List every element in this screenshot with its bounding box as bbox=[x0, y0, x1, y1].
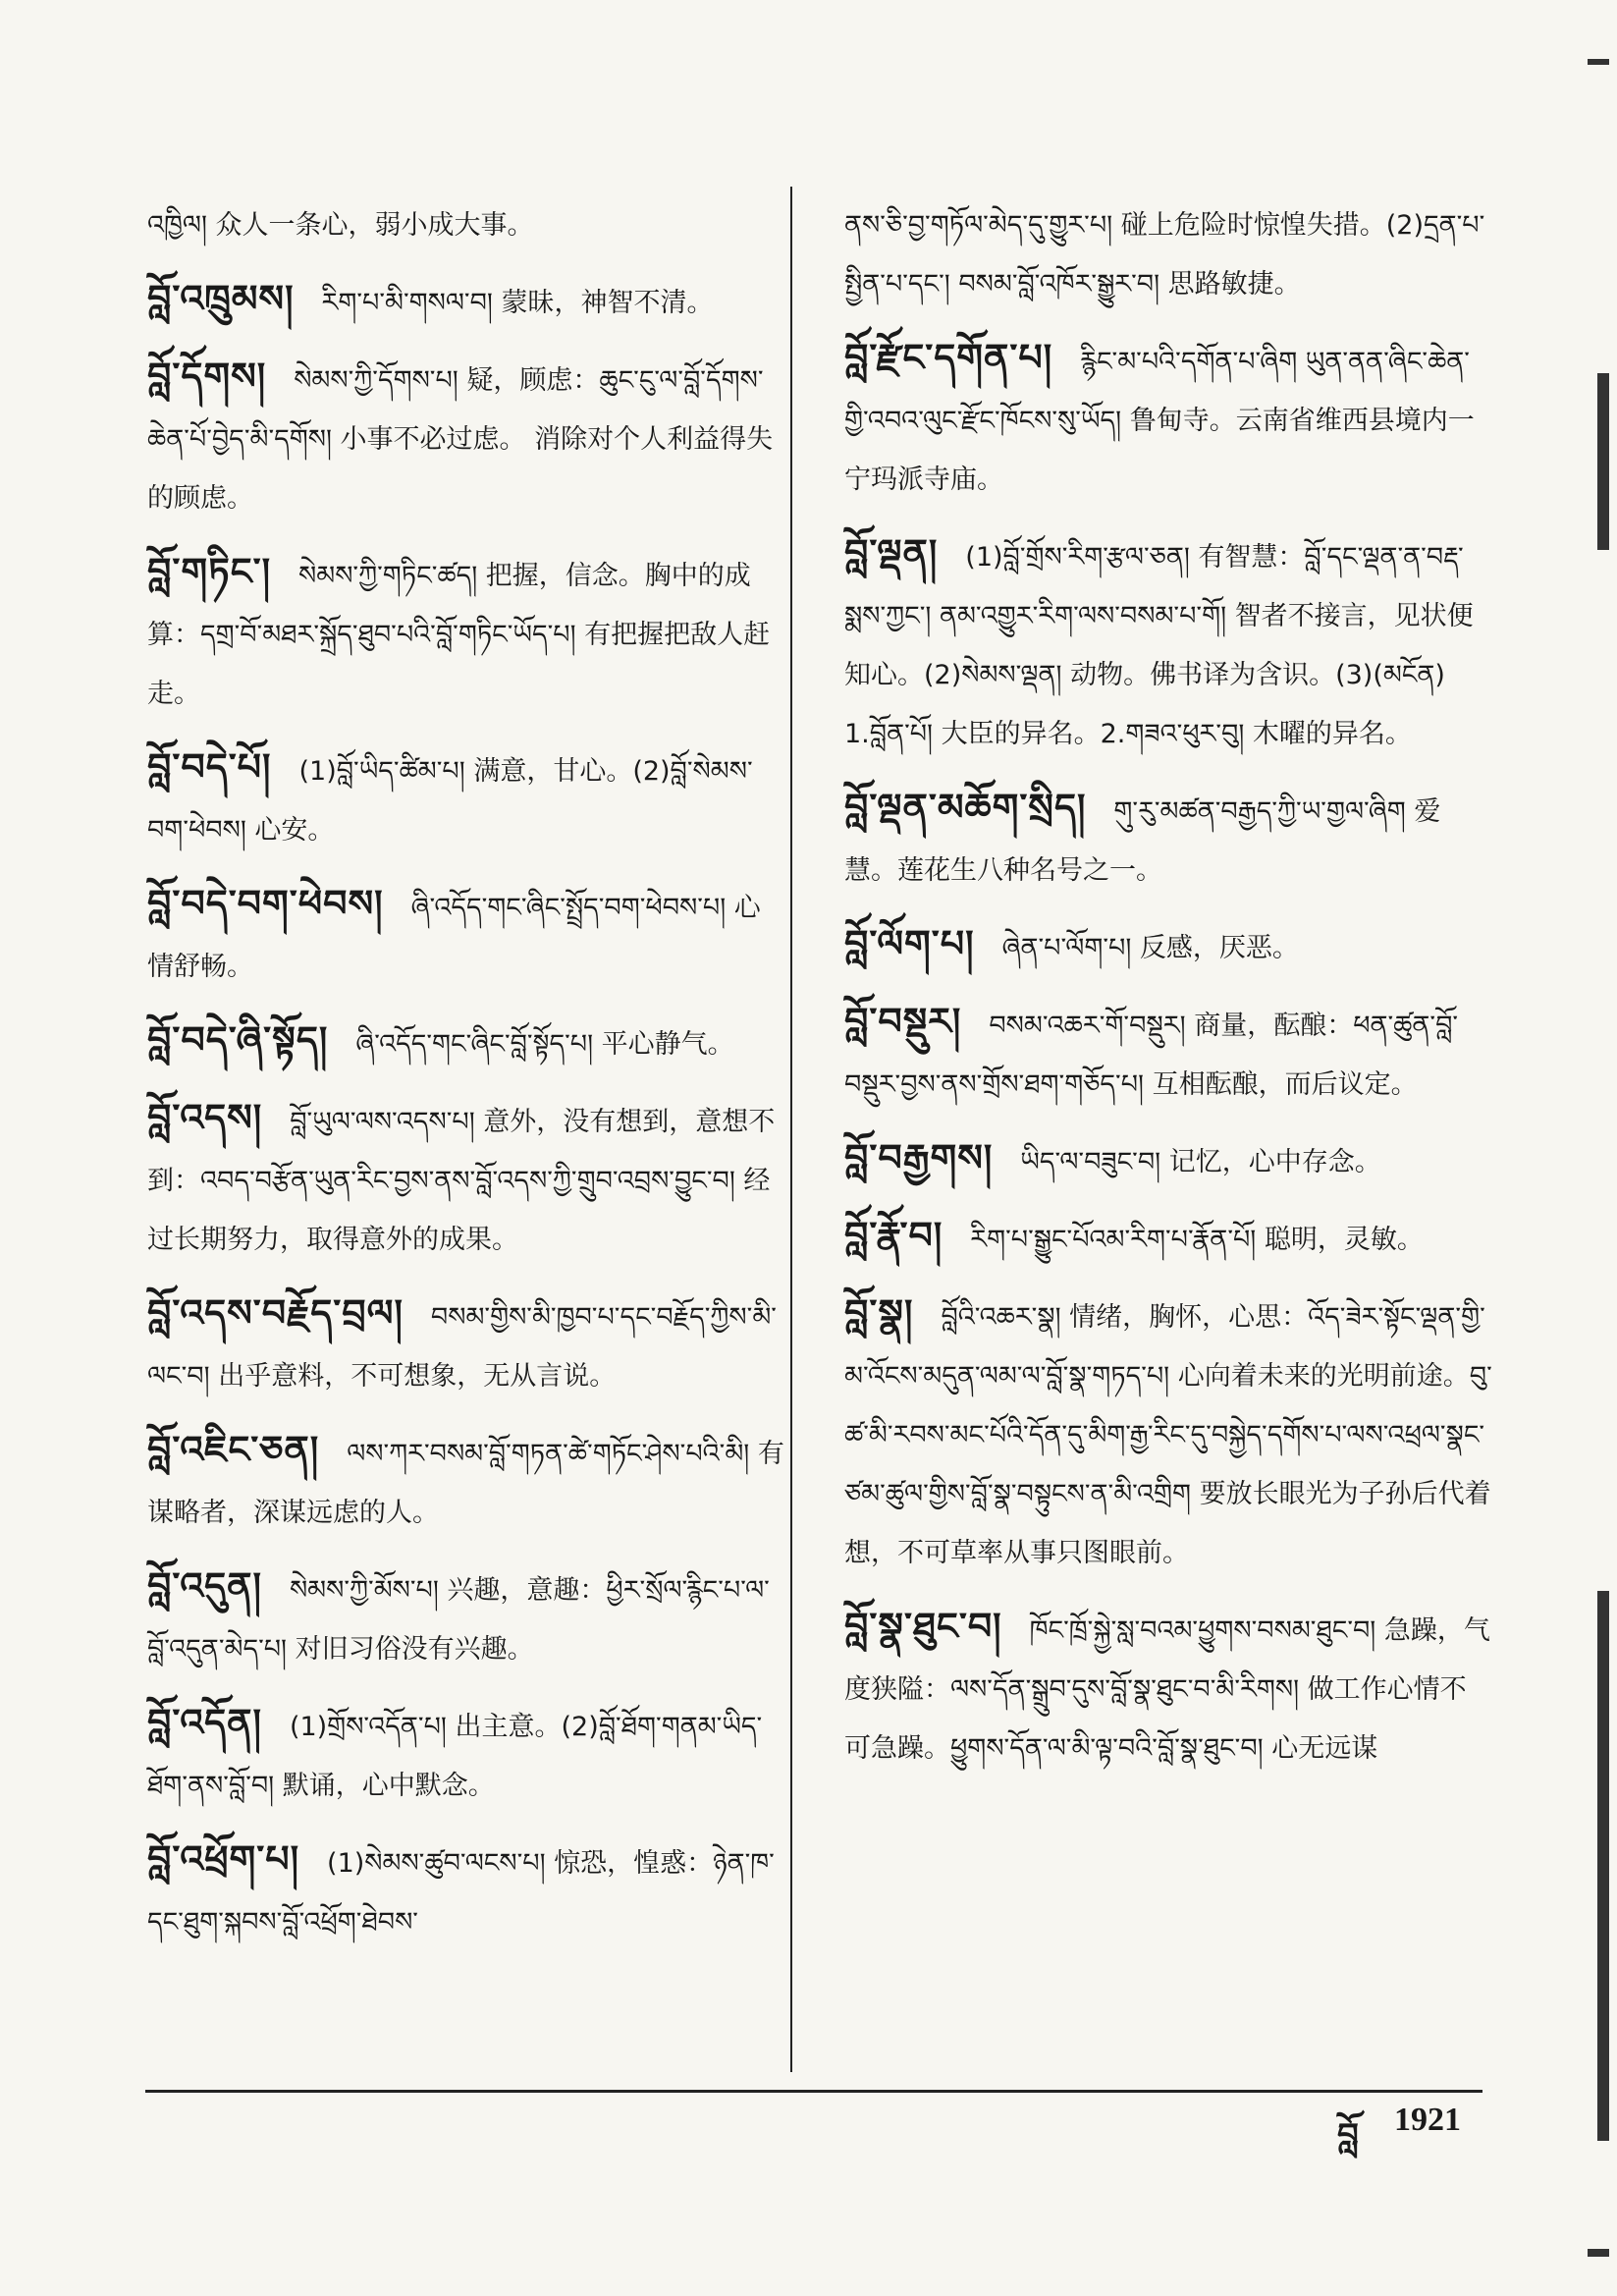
entry-headword: བློ་ལྡན་མཆོག་སྲིད། bbox=[844, 785, 1087, 829]
entry-definition: ནས་ཅི་བྱ་གཏོལ་མེད་དུ་གྱུར་པ། 碰上危险时惊惶失措。(2)དྲན་པ་སྤྱིན་པ་དང་། བསམ་བློ་འཁོར་སྒྱུར་བ། 思路敏捷。 bbox=[844, 210, 1485, 300]
entry-headword: བློ་འཇིང་ཅན། bbox=[147, 1427, 320, 1471]
dictionary-entry bbox=[147, 269, 785, 333]
left-column bbox=[147, 196, 785, 1966]
dictionary-entry bbox=[147, 1088, 785, 1270]
dictionary-entry bbox=[147, 1557, 785, 1679]
dictionary-entry bbox=[147, 1011, 785, 1074]
entry-definition: བློ་ཡུལ་ལས་འདས་པ། 意外，没有想到，意想不到：འབད་བརྩོན་ཡུན་རིང་བྱས་ནས་བློ་འདས་ཀྱི་གྲུབ་འབྲས་བྱུང་བ། 经过长期努力，取得意外的成果。 bbox=[147, 1107, 776, 1255]
entry-headword: བློ་བདེ་པོ། bbox=[147, 744, 272, 789]
entry-headword: བློ་འདུན། bbox=[147, 1563, 262, 1608]
dictionary-entry bbox=[147, 196, 785, 255]
binding-edge bbox=[1578, 0, 1617, 2296]
entry-definition: རྙིང་མ་པའི་དགོན་པ་ཞིག ཡུན་ནན་ཞིང་ཆེན་གྱི་འབའ་ལུང་རྫོང་ཁོངས་སུ་ཡོད། 鲁甸寺。云南省维西县境内一宁玛派寺庙。 bbox=[844, 347, 1475, 495]
dictionary-entry bbox=[844, 1206, 1492, 1270]
dictionary-entry bbox=[147, 1284, 785, 1406]
dictionary-entry bbox=[147, 738, 785, 860]
entry-definition: (1)བློ་གྲོས་རིག་རྩལ་ཅན། 有智慧：བློ་དང་ལྡན་ན་བརྡ་སྨས་ཀྱང་། ནམ་འགྱུར་རིག་ལས་བསམ་པ་གོ། 智者不接言，见状便知心。(2)སེམས་ལྡན། 动物。佛书译为含识。(3)(མངོན) 1.བློན་པོ། 大臣的异名。2.གཟའ་ཕུར་བུ། 木曜的异名。 bbox=[844, 542, 1474, 749]
dictionary-entry bbox=[147, 1830, 785, 1952]
entry-headword: བློ་ལོག་པ། bbox=[844, 921, 975, 965]
entry-headword: བློ་སྣ་ཐུང་བ། bbox=[844, 1604, 1002, 1648]
dictionary-entry bbox=[147, 347, 785, 528]
entry-headword: བློ་སྣ། bbox=[844, 1290, 914, 1335]
dictionary-entry bbox=[844, 196, 1492, 314]
dictionary-entry bbox=[844, 1284, 1492, 1583]
dictionary-entry bbox=[844, 992, 1492, 1115]
entry-definition: ཁོང་ཁྲོ་སྐྱེ་སླ་བའམ་ཕྱུགས་བསམ་ཐུང་བ། 急躁，气度狭隘：ལས་དོན་སྒྲུབ་དུས་བློ་སྣ་ཐུང་བ་མི་རིགས། 做工作心情不可急躁。ཕྱུགས་དོན་ལ་མི་ལྟ་བའི་བློ་སྣ་ཐུང་བ། 心无远谋 bbox=[844, 1615, 1490, 1764]
entry-definition: རིག་པ་མི་གསལ་བ། 蒙昧，神智不清。 bbox=[321, 288, 714, 318]
dictionary-entry bbox=[844, 328, 1492, 510]
right-column bbox=[844, 196, 1492, 1792]
dictionary-entry bbox=[147, 1693, 785, 1816]
entry-definition: བསམ་འཆར་གོ་བསྡུར། 商量，酝酿：ཕན་ཚུན་བློ་བསྡུར་བྱས་ནས་གྲོས་ཐག་གཅོད་པ། 互相酝酿，而后议定。 bbox=[844, 1011, 1459, 1100]
dictionary-entry bbox=[147, 874, 785, 997]
entry-headword: བློ་བདེ་བག་ཕེབས། bbox=[147, 881, 384, 925]
dictionary-entry bbox=[147, 1420, 785, 1543]
entry-headword: བློ་རྫོང་དགོན་པ། bbox=[844, 335, 1053, 379]
entry-headword: བློ་འཁྲུམས། bbox=[147, 276, 295, 320]
entry-headword: བློ་འདས་བརྗོད་བྲལ། bbox=[147, 1290, 404, 1335]
entry-headword: བློ་གཏིང་། bbox=[147, 549, 272, 593]
entry-definition: ལས་ཀར་བསམ་བློ་གཏན་ཚེ་གཏོང་ཤེས་པའི་མི། 有谋略者，深谋远虑的人。 bbox=[147, 1439, 784, 1528]
entry-headword: བློ་འདོན། bbox=[147, 1700, 262, 1744]
dictionary-entry bbox=[844, 1597, 1492, 1778]
page-number: 1921 bbox=[1394, 2102, 1461, 2138]
dictionary-entry bbox=[844, 523, 1492, 764]
entry-definition: ཞེན་པ་ལོག་པ། 反感，厌恶。 bbox=[1001, 933, 1299, 963]
entry-definition: གུ་རུ་མཚན་བརྒྱད་ཀྱི་ཡ་གྱལ་ཞིག 爱慧。莲花生八种名号之一。 bbox=[844, 796, 1441, 886]
entry-headword: བློ་བསྡུར། bbox=[844, 999, 962, 1043]
entry-definition: འཁྱིལ། 众人一条心，弱小成大事。 bbox=[147, 210, 534, 241]
entry-headword: བློ་རྣོ་བ། bbox=[844, 1213, 943, 1257]
entry-headword: བློ་འཕྲོག་པ། bbox=[147, 1836, 300, 1881]
dictionary-entry bbox=[844, 1128, 1492, 1192]
entry-headword: བློ་དོགས། bbox=[147, 354, 267, 398]
entry-definition: སེམས་ཀྱི་དོགས་པ། 疑，顾虑：ཆུང་ངུ་ལ་བློ་དོགས་ཆེན་པོ་བྱེད་མི་དགོས། 小事不必过虑。 消除对个人利益得失的顾虑。 bbox=[147, 365, 774, 514]
entry-definition: ཞི་འདོད་གང་ཞིང་སྤྲོད་བག་ཕེབས་པ། 心情舒畅。 bbox=[147, 893, 761, 982]
entry-definition: ཡིད་ལ་བཟུང་བ། 记忆，心中存念。 bbox=[1020, 1147, 1381, 1177]
entry-definition: ཞི་འདོད་གང་ཞིང་བློ་སྟོད་པ། 平心静气。 bbox=[355, 1029, 734, 1060]
entry-definition: བསམ་གྱིས་མི་ཁྱབ་པ་དང་བརྗོད་ཀྱིས་མི་ལང་བ། 出乎意料，不可想象，无从言说。 bbox=[147, 1302, 777, 1392]
entry-definition: རིག་པ་སྒྱུང་པོའམ་རིག་པ་རྣོན་པོ། 聪明，灵敏。 bbox=[970, 1225, 1424, 1255]
footer-headword: བློ bbox=[1337, 2116, 1359, 2156]
column-divider bbox=[790, 187, 792, 2072]
entry-headword: བློ་བརྒྱགས། bbox=[844, 1135, 994, 1179]
entry-headword: བློ་ལྡན། bbox=[844, 530, 939, 574]
entry-headword: བློ་བདེ་ཞི་སྟོད། bbox=[147, 1017, 329, 1062]
entry-definition: (1)བློ་ཡིད་ཚིམ་པ། 满意，甘心。(2)བློ་སེམས་བག་ཕེབས། 心安。 bbox=[147, 756, 753, 846]
dictionary-entry bbox=[147, 542, 785, 724]
entry-headword: བློ་འདས། bbox=[147, 1095, 263, 1139]
entry-definition: སེམས་ཀྱི་མོས་པ། 兴趣，意趣：ཕྱིར་སྲོལ་རྙིང་པ་ལ་བློ་འདུན་མེད་པ། 对旧习俗没有兴趣。 bbox=[147, 1575, 770, 1665]
dictionary-entry bbox=[844, 914, 1492, 978]
entry-definition: (1)གྲོས་འདོན་པ། 出主意。(2)བློ་ཐོག་གནམ་ཡིད་ཐོག་ནས་བློ་བ། 默诵，心中默念。 bbox=[147, 1712, 763, 1801]
entry-definition: (1)སེམས་ཚུབ་ལངས་པ། 惊恐，惶惑：ཉེན་ཁ་དང་ཐུག་སྐབས་བློ་འཕྲོག་ཐེབས་ bbox=[147, 1848, 775, 1938]
entry-definition: སེམས་ཀྱི་གཏིང་ཚད། 把握，信念。胸中的成算：དགྲ་བོ་མཐར་སྐྲོད་ཐུབ་པའི་བློ་གཏིང་ཡོད་པ། 有把握把敌人赶走。 bbox=[147, 561, 771, 709]
footer-rule bbox=[145, 2090, 1482, 2093]
entry-definition: བློའི་འཆར་སྣ། 情绪，胸怀，心思：འོད་ཟེར་སྟོང་ལྡན་གྱི་མ་འོངས་མདུན་ལམ་ལ་བློ་སྣ་གཏད་པ། 心向着未来的光明前途。བུ་ཚ་མི་རབས་མང་པོའི་དོན་དུ་མིག་རྒྱ་རིང་དུ་བསྐྱེད་དགོས་པ་ལས་འཕྲལ་སྣང་ཙམ་ཚུལ་གྱིས་བློ་སྣ་བསྟུངས་ན་མི་འགྲིག 要放长眼光为子孙后代着想，不可草率从事只图眼前。 bbox=[844, 1302, 1492, 1568]
dictionary-entry bbox=[844, 778, 1492, 901]
